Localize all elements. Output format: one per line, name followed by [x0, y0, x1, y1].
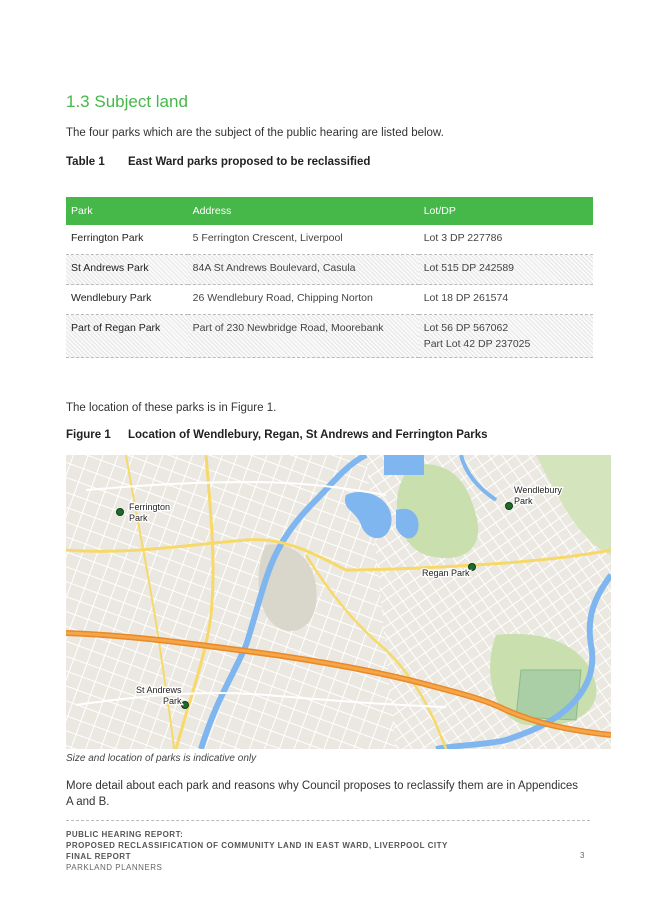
regan-label: Regan Park: [422, 568, 470, 578]
cell-lot: [419, 315, 593, 358]
cell-address: 84A St Andrews Boulevard, Casula: [188, 255, 419, 285]
table-row: [66, 255, 593, 285]
location-text: The location of these parks is in Figure 1.: [66, 402, 277, 414]
footer-line4: PARKLAND PLANNERS: [66, 863, 163, 872]
table-row: [66, 285, 593, 315]
cell-lot: Lot 3 DP 227786: [419, 225, 593, 255]
header-park: Park: [66, 197, 188, 225]
cell-lot: Lot 515 DP 242589: [419, 255, 593, 285]
figure-title: Location of Wendlebury, Regan, St Andrews and Ferrington Parks: [128, 429, 488, 441]
standrews-label-2: Park: [163, 696, 182, 706]
figure-caption: [66, 429, 488, 441]
cell-park: St Andrews Park: [66, 255, 188, 285]
footer-divider: [66, 820, 590, 821]
ferrington-marker: [117, 509, 124, 516]
map-graphic: [66, 455, 611, 749]
section-heading: 1.3 Subject land: [66, 92, 188, 111]
cell-lot: Lot 18 DP 261574: [419, 285, 593, 315]
table-row: [66, 315, 593, 358]
lake: [384, 455, 424, 475]
footer: [66, 829, 448, 873]
table-title: East Ward parks proposed to be reclassified: [128, 156, 371, 168]
table-header-row: [66, 197, 593, 225]
header-address: Address: [188, 197, 419, 225]
regan-marker: [469, 564, 476, 571]
table-caption: [66, 156, 370, 168]
page-number: 3: [580, 851, 585, 860]
footer-line2: PROPOSED RECLASSIFICATION OF COMMUNITY LAND IN EAST WARD, LIVERPOOL CITY: [66, 841, 448, 850]
footer-line3: FINAL REPORT: [66, 852, 131, 861]
ferrington-label-1: Ferrington: [129, 502, 171, 512]
cell-park: Wendlebury Park: [66, 285, 188, 315]
intro-text: The four parks which are the subject of the public hearing are listed below.: [66, 127, 444, 139]
figure-number: Figure 1: [66, 429, 111, 441]
cell-address: 26 Wendlebury Road, Chipping Norton: [188, 285, 419, 315]
map-caption: Size and location of parks is indicative only: [66, 753, 257, 764]
table-row: [66, 225, 593, 255]
ferrington-label-2: Park: [129, 513, 148, 523]
wendlebury-label-2: Park: [514, 496, 533, 506]
footer-line1: PUBLIC HEARING REPORT:: [66, 830, 184, 839]
sports-field: [516, 670, 581, 720]
cell-park: Part of Regan Park: [66, 315, 188, 358]
detail-text: More detail about each park and reasons why Council proposes to reclassify them are in Appendices A and B.: [66, 780, 579, 808]
cell-address: 5 Ferrington Crescent, Liverpool: [188, 225, 419, 255]
standrews-label-1: St Andrews: [136, 685, 182, 695]
header-lot-dp: Lot/DP: [419, 197, 593, 225]
wendlebury-label-1: Wendlebury: [514, 485, 562, 495]
cell-lot-line1: Lot 56 DP 567062: [423, 322, 509, 334]
parks-table: [66, 197, 593, 358]
location-map: [66, 455, 611, 749]
wendlebury-marker: [506, 503, 513, 510]
cell-lot-line2: Part Lot 42 DP 237025: [423, 338, 531, 350]
cell-address: Part of 230 Newbridge Road, Moorebank: [188, 315, 419, 358]
standrews-marker: [182, 702, 189, 709]
table-number: Table 1: [66, 156, 105, 168]
cell-park: Ferrington Park: [66, 225, 188, 255]
